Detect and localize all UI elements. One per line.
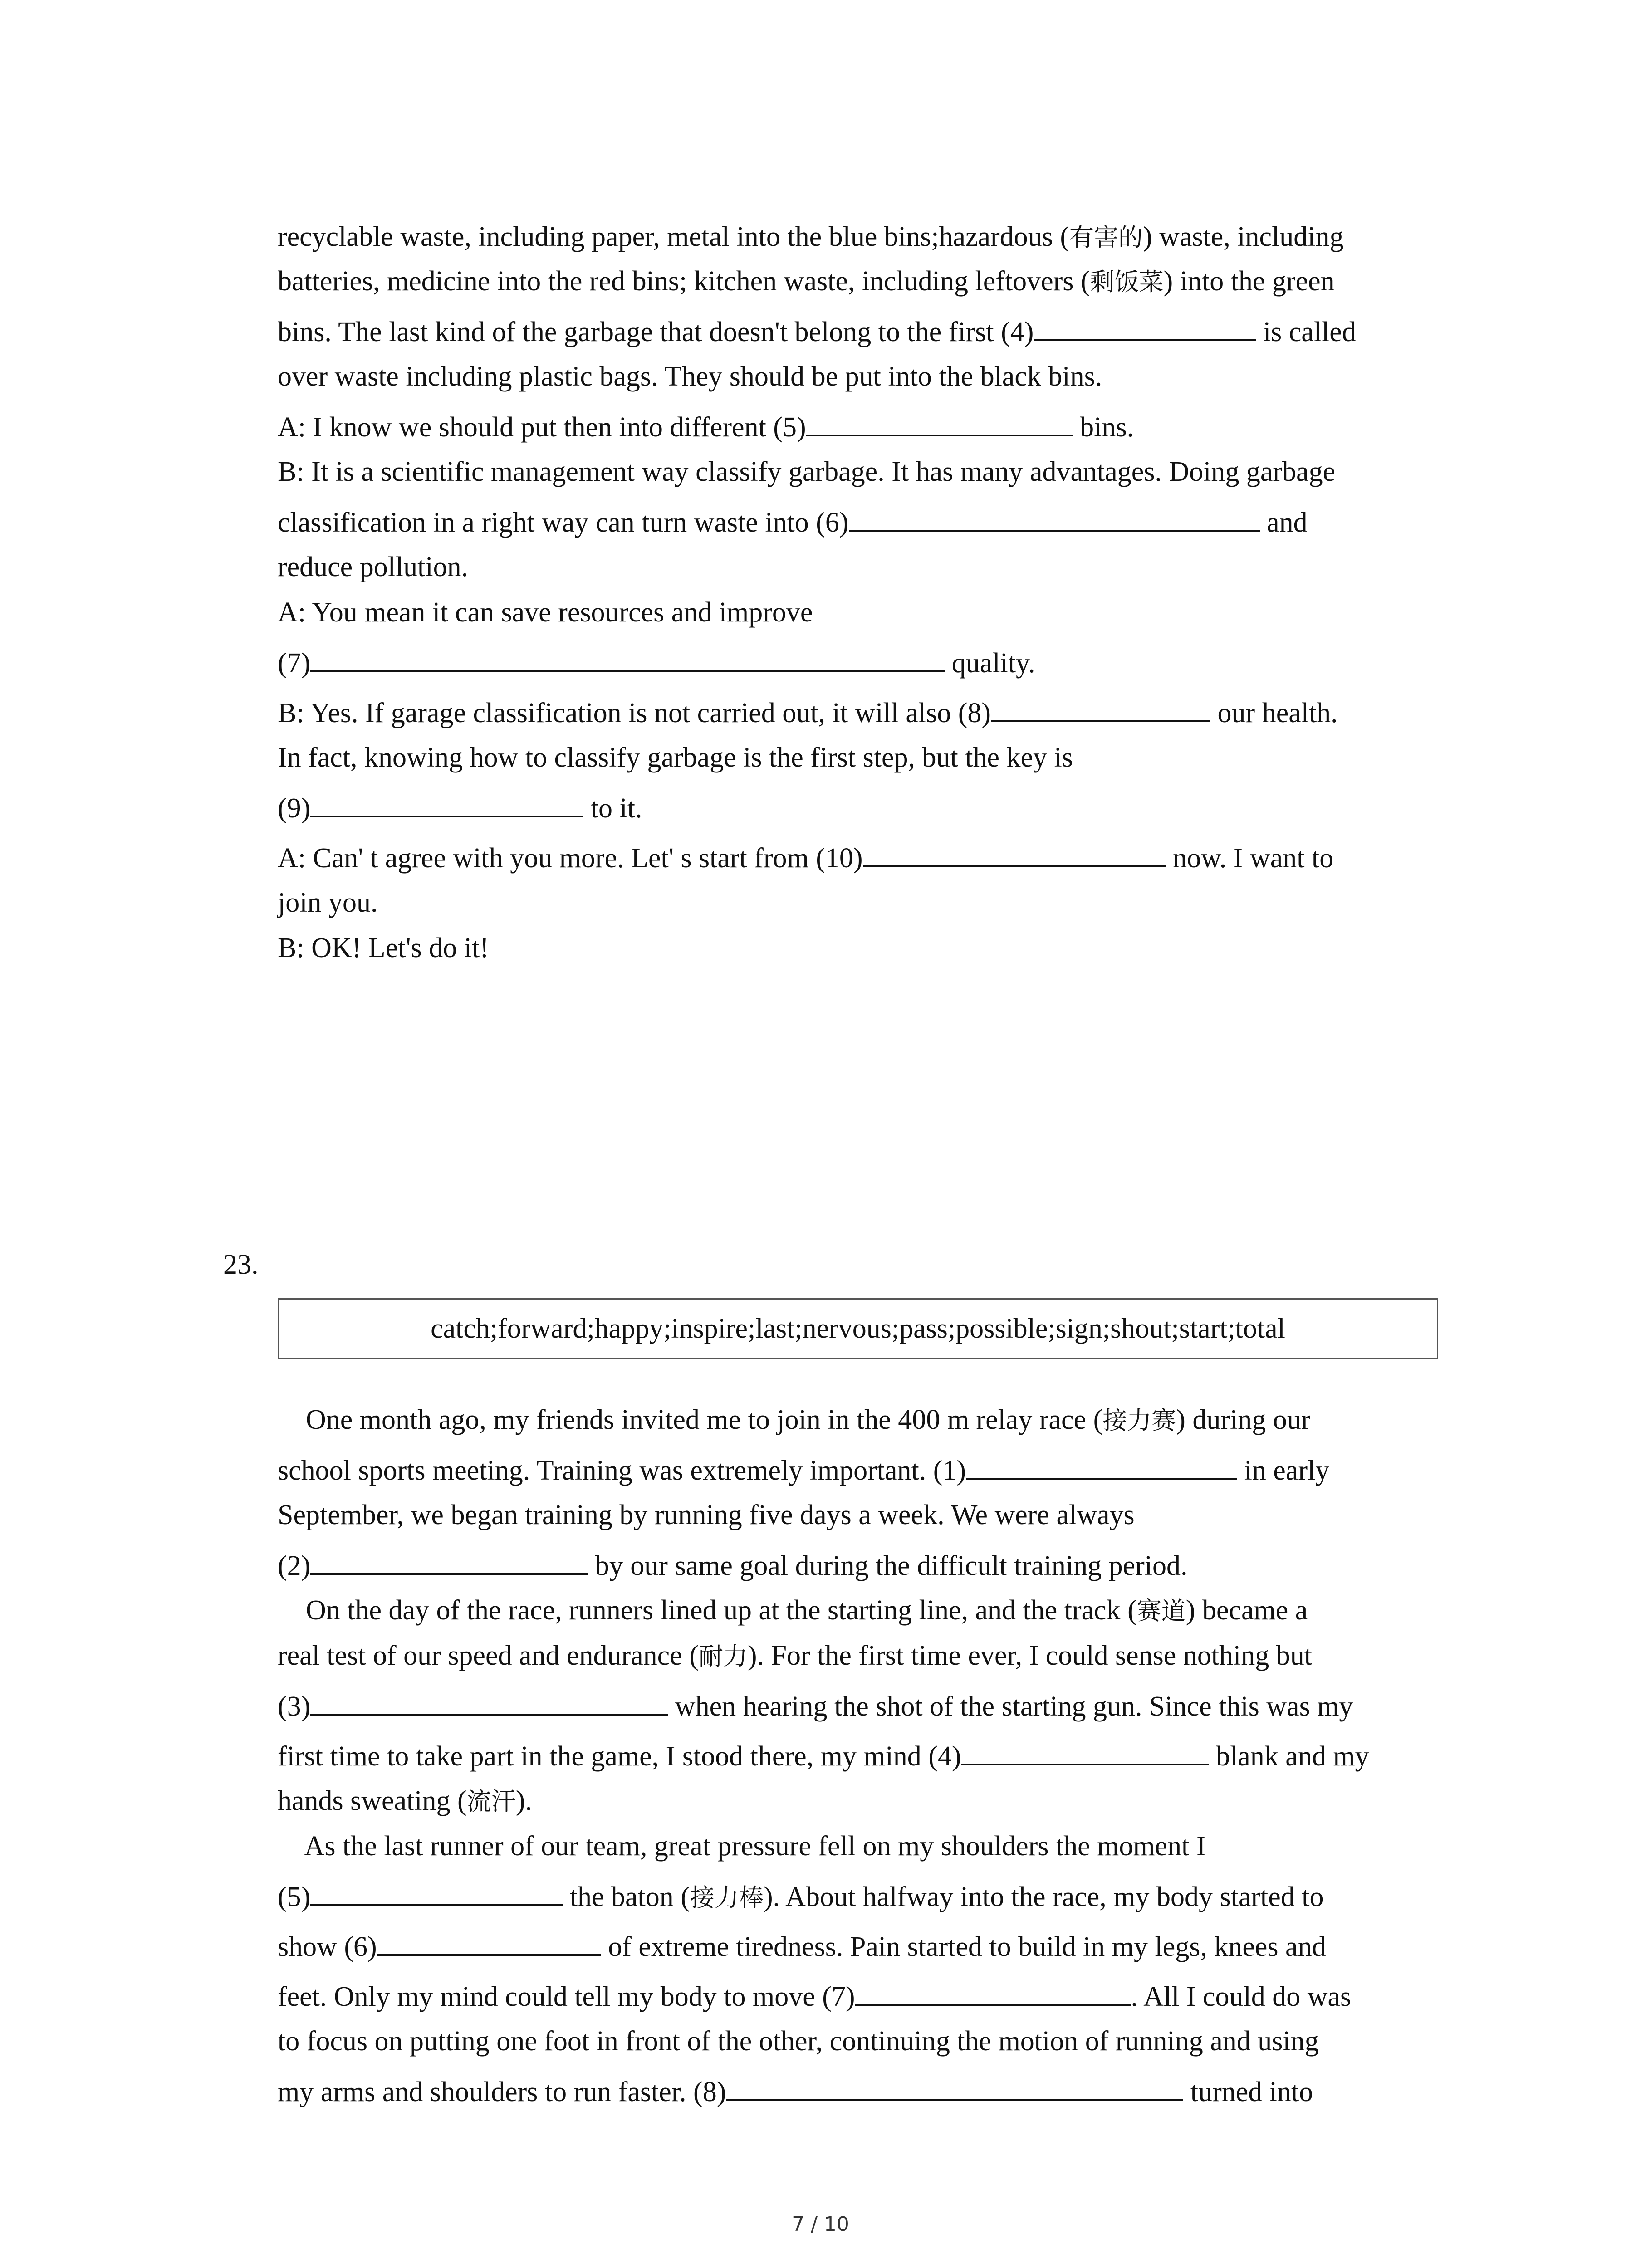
answer-blank-6[interactable] (849, 503, 1260, 532)
dialogue-line-12: In fact, knowing how to classify garbage is the first step, but the key is (278, 742, 1073, 773)
dialogue-line-1: recyclable waste, including paper, metal into the blue bins;hazardous (有害的) waste, including (278, 221, 1344, 252)
passage-line-7: (3) when hearing the shot of the starting gun. Since this was my (278, 1687, 1353, 1725)
answer-blank-4[interactable] (1034, 313, 1256, 341)
dialogue-line-11: B: Yes. If garage classification is not carried out, it will also (8) our health. (278, 694, 1338, 731)
dialogue-line-6: B: It is a scientific management way classify garbage. It has many advantages. Doing garbage (278, 456, 1336, 487)
passage-line-11: (5) the baton (接力棒). About halfway into the race, my body started to (278, 1878, 1323, 1916)
answer-blank-7[interactable] (310, 644, 945, 672)
passage-line-5: On the day of the race, runners lined up at the starting line, and the track (赛道) became a (278, 1595, 1308, 1626)
word-bank: catch;forward;happy;inspire;last;nervous;pass;possible;sign;shout;start;total (431, 1313, 1285, 1344)
dialogue-line-14: A: Can' t agree with you more. Let' s start from (10) now. I want to (278, 839, 1333, 876)
passage-line-9: hands sweating (流汗). (278, 1785, 532, 1816)
answer-blank-9[interactable] (310, 789, 583, 817)
dialogue-line-3: bins. The last kind of the garbage that doesn't belong to the first (4) is called (278, 313, 1356, 350)
passage-line-14: to focus on putting one foot in front of the other, continuing the motion of running and using (278, 2026, 1319, 2057)
passage-line-1: One month ago, my friends invited me to join in the 400 m relay race (接力赛) during our (278, 1404, 1311, 1435)
passage-line-12: show (6) of extreme tiredness. Pain started to build in my legs, knees and (278, 1928, 1326, 1965)
answer-blank-2[interactable] (310, 1547, 588, 1575)
dialogue-line-8: reduce pollution. (278, 552, 469, 582)
passage-line-13: feet. Only my mind could tell my body to move (7) . All I could do was (278, 1978, 1351, 2015)
passage-line-15: my arms and shoulders to run faster. (8) turned into (278, 2073, 1313, 2110)
passage-line-8: first time to take part in the game, I stood there, my mind (4) blank and my (278, 1737, 1369, 1774)
answer-blank-7b[interactable] (855, 1978, 1131, 2006)
dialogue-line-15: join you. (278, 887, 378, 918)
answer-blank-5b[interactable] (310, 1878, 563, 1906)
answer-blank-3[interactable] (310, 1687, 668, 1716)
passage-line-2: school sports meeting. Training was extremely important. (1) in early (278, 1452, 1329, 1489)
passage-line-6: real test of our speed and endurance (耐力). For the first time ever, I could sense nothing but (278, 1640, 1313, 1671)
dialogue-line-5: A: I know we should put then into different (5) bins. (278, 408, 1134, 445)
dialogue-line-9: A: You mean it can save resources and improve (278, 597, 813, 628)
question-number: 23. (223, 1249, 259, 1280)
passage-line-4: (2) by our same goal during the difficult training period. (278, 1547, 1188, 1584)
answer-blank-1[interactable] (966, 1452, 1237, 1480)
answer-blank-8[interactable] (991, 694, 1210, 722)
answer-blank-8b[interactable] (726, 2073, 1183, 2101)
dialogue-line-10: (7) quality. (278, 644, 1035, 681)
dialogue-line-4: over waste including plastic bags. They should be put into the black bins. (278, 361, 1102, 392)
dialogue-line-13: (9) to it. (278, 789, 642, 826)
answer-blank-6b[interactable] (377, 1928, 601, 1956)
passage-line-10: As the last runner of our team, great pressure fell on my shoulders the moment I (278, 1831, 1206, 1862)
word-bank-box (278, 1298, 1438, 1359)
passage-line-3: September, we began training by running five days a week. We were always (278, 1500, 1135, 1530)
answer-blank-4b[interactable] (961, 1737, 1209, 1765)
answer-blank-5[interactable] (806, 408, 1073, 436)
dialogue-line-2: batteries, medicine into the red bins; kitchen waste, including leftovers (剩饭菜) into the green (278, 266, 1335, 297)
page-number: 7 / 10 (792, 2213, 849, 2236)
answer-blank-10[interactable] (863, 839, 1166, 867)
dialogue-line-16: B: OK! Let's do it! (278, 933, 489, 963)
dialogue-line-7: classification in a right way can turn waste into (6) and (278, 503, 1308, 541)
